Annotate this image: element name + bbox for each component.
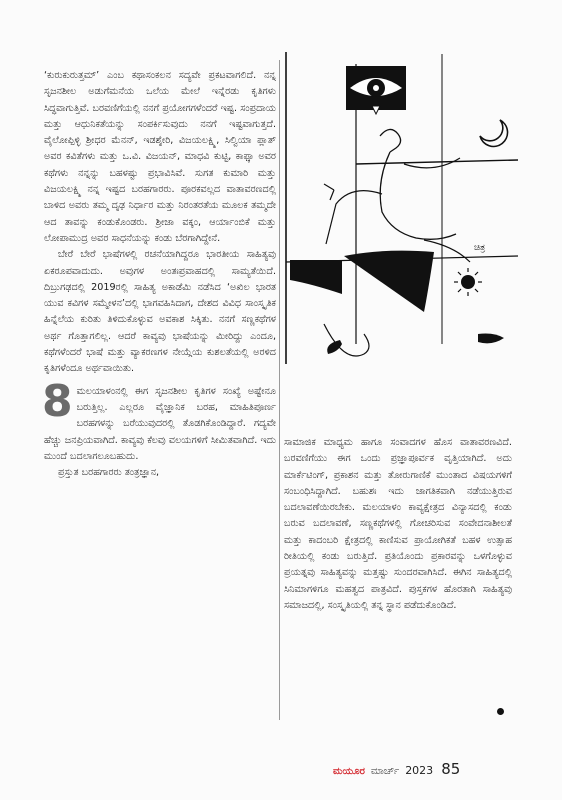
issue-month: ಮಾರ್ಚ್: [370, 766, 400, 777]
magazine-name: ಮಯೂರ: [333, 766, 365, 777]
artist-signature: ಚಿತ್ರ: [474, 243, 486, 253]
dropcap-number: 8: [42, 375, 73, 427]
end-bullet: [497, 708, 504, 715]
right-column: [284, 435, 512, 614]
page-number: 85: [441, 760, 461, 778]
column-divider: [279, 60, 280, 720]
paragraph: ಮಲಯಾಳಂನಲ್ಲಿ ಈಗ ಸೃಜನಶೀಲ ಕೃತಿಗಳ ಸಂಖ್ಯೆ ಅಷ್ಟೇನೂ ಬರುತ್ತಿಲ್ಲ. ಎಲ್ಲರೂ ವೈಜ್ಞಾನಿಕ ಬರಹ, ಮಾಹಿತಿಪೂರ್ಣ ಬರಹಗಳನ್ನು ಬರೆಯುವುದರಲ್ಲಿ ತೊಡಗಿಕೊಂಡಿದ್ದಾರೆ. ಗದ್ಯವೇ ಹೆಚ್ಚು ಜನಪ್ರಿಯವಾಗಿದೆ. ಕಾವ್ಯವು ಕೆಲವು ವಲಯಗಳಿಗೆ ಸೀಮಿತವಾಗಿದೆ. ಇದು ಮುಂದೆ ಬದಲಾಗಲೂಬಹುದು.: [44, 385, 276, 462]
line-art-illustration: [284, 44, 520, 374]
dropcap-paragraph: [42, 375, 276, 465]
paragraph: ಸಾಮಾಜಿಕ ಮಾಧ್ಯಮ ಹಾಗೂ ಸಂವಾದಗಳ ಹೊಸ ವಾತಾವರಣವಿದೆ. ಬರವಣಿಗೆಯು ಈಗ ಒಂದು ಪ್ರಜ್ಞಾಪೂರ್ವಕ ವೃತ್ತಿಯಾಗಿದೆ. ಅದು ಮಾರ್ಕೆಟಿಂಗ್, ಪ್ರಕಾಶನ ಮತ್ತು ತೋರುಗಾಣಿಕೆ ಮುಂತಾದ ವಿಷಯಗಳಿಗೆ ಸಂಬಂಧಿಸಿದ್ದಾಗಿದೆ. ಬಹುಶಃ ಇದು ಜಾಗತಿಕವಾಗಿ ನಡೆಯುತ್ತಿರುವ ಬದಲಾವಣೆಯಿರಬೇಕು. ಮಲಯಾಳಂ ಕಾವ್ಯಕ್ಷೇತ್ರದ ವಿನ್ಯಾಸದಲ್ಲಿ ಕಂಡು ಬರುವ ಬದಲಾವಣೆ, ಸಣ್ಣಕಥೆಗಳಲ್ಲಿ ಗೋಚರಿಸುವ ಸಂವೇದನಾಶೀಲತೆ ಮತ್ತು ಕಾದಂಬರಿ ಕ್ಷೇತ್ರದಲ್ಲಿ ಕಾಣಿಸುವ ಪ್ರಾಯೋಗಿಕತೆ ಬಹಳ ಉತ್ಸಾಹ ರೀತಿಯಲ್ಲಿ ಕಂಡು ಬರುತ್ತಿದೆ. ಪ್ರತಿಯೊಂದು ಪ್ರಕಾರವನ್ನು ಒಳಗೊಳ್ಳುವ ಪ್ರಯತ್ನವು ಸಾಹಿತ್ಯವನ್ನು ಮತ್ತಷ್ಟು ಸುಂದರವಾಗಿಸಿದೆ. ಈಗಿನ ಸಾಹಿತ್ಯದಲ್ಲಿ ಸಿನಿಮಾಗಳಿಗೂ ಮಹತ್ವದ ಪಾತ್ರವಿದೆ. ಪುಸ್ತಕಗಳ ಹೊರತಾಗಿ ಸಾಹಿತ್ಯವು ಸಮಾಜದಲ್ಲಿ, ಸಂಸ್ಕೃತಿಯಲ್ಲಿ ತನ್ನ ಸ್ಥಾನ ಪಡೆದುಕೊಂಡಿದೆ.: [284, 437, 512, 611]
page-footer: [333, 760, 460, 778]
issue-year: 2023: [405, 764, 434, 777]
paragraph: ‘ಕುರುಕುರುತ್ತಮ್’ ಎಂಬ ಕಥಾಸಂಕಲನ ಸದ್ಯವೇ ಪ್ರಕಟವಾಗಲಿದೆ. ನನ್ನ ಸೃಜನಶೀಲ ಅಡುಗೆಮನೆಯ ಒಲೆಯ ಮೇಲೆ ಇನ್ನೆರಡು ಕೃತಿಗಳು ಸಿದ್ಧವಾಗುತ್ತಿವೆ. ಬರವಣಿಗೆಯಲ್ಲಿ ನನಗೆ ಪ್ರಯೋಗಗಳೆಂದರೆ ಇಷ್ಟ. ಸಂಪ್ರದಾಯ ಮತ್ತು ಆಧುನಿಕತೆಯನ್ನು ಸಂಪರ್ಕಿಸುವುದು ನನಗೆ ಇಷ್ಟವಾಗುತ್ತದೆ. ವೈಲೋಪ್ಪಿಳ್ಳಿ ಶ್ರೀಧರ ಮೆನನ್, ಇಡಶ್ಶೇರಿ, ವಿಜಯಲಕ್ಷ್ಮಿ, ಸಿಲ್ವಿಯಾ ಪ್ಲಾತ್ ಅವರ ಕವಿತೆಗಳು ಮತ್ತು ಒ.ವಿ. ವಿಜಯನ್, ಮಾಧವಿ ಕುಟ್ಟಿ, ಕಾಫ್ಕಾ ಅವರ ಕಥೆಗಳು ನನ್ನನ್ನು ಬಹಳಷ್ಟು ಪ್ರಭಾವಿಸಿವೆ. ಸುಗತ ಕುಮಾರಿ ಮತ್ತು ವಿಜಯಲಕ್ಷ್ಮಿ ನನ್ನ ಇಷ್ಟದ ಬರಹಗಾರರು. ಪೂರಕವಲ್ಲದ ವಾತಾವರಣದಲ್ಲಿ ಬಾಳಿದ ಅವರು ತಮ್ಮ ದೃಢ ನಿರ್ಧಾರ ಮತ್ತು ನಿರಂತರತೆಯ ಮೂಲಕ ತಮ್ಮದೇ ಆದ ತಾವನ್ನು ಕಂಡುಕೊಂಡರು. ಶ್ರೀಜಾ ವಕ್ಕಂ, ಆರ್ಯಾಂಬಿಕೆ ಮತ್ತು ಲೋಪಾಮುದ್ರ ಅವರ ಸಾಧನೆಯನ್ನು ಕಂಡು ಬೆರಗಾಗಿದ್ದೇನೆ.: [44, 70, 276, 244]
paragraph: ಬೇರೆ ಬೇರೆ ಭಾಷೆಗಳಲ್ಲಿ ರಚನೆಯಾಗಿದ್ದರೂ ಭಾರತೀಯ ಸಾಹಿತ್ಯವು ಏಕರೂಪವಾದುದು. ಅವುಗಳ ಅಂತಃಪ್ರವಾಹದಲ್ಲಿ ಸಾಮ್ಯತೆಯಿದೆ. ದಿಬ್ರುಗಢದಲ್ಲಿ 2019ರಲ್ಲಿ ಸಾಹಿತ್ಯ ಅಕಾಡೆಮಿ ನಡೆಸಿದ ‘ಅಖಿಲ ಭಾರತ ಯುವ ಕವಿಗಳ ಸಮ್ಮೇಳನ’ದಲ್ಲಿ ಭಾಗವಹಿಸಿದಾಗ, ದೇಶದ ವಿವಿಧ ಸಾಂಸ್ಕೃತಿಕ ಹಿನ್ನೆಲೆಯ ಕುರಿತು ತಿಳಿದುಕೊಳ್ಳುವ ಅವಕಾಶ ಸಿಕ್ಕಿತು. ನನಗೆ ಸಣ್ಣಕಥೆಗಳ ಅರ್ಥ ಗೊತ್ತಾಗಲಿಲ್ಲ. ಆದರೆ ಕಾವ್ಯವು ಭಾಷೆಯನ್ನು ಮೀರಿದ್ದು ಎಂದೂ, ಕಥೆಗಳೆಂದರೆ ಭಾಷೆ ಮತ್ತು ವ್ಯಾಕರಣಗಳ ನೇಯ್ಗೆಯ ಕುಶಲತೆಯಲ್ಲಿ ಅರಳಿದ ಕೃತಿಗಳೆಂದೂ ಅರ್ಥವಾಯಿತು.: [44, 249, 276, 375]
left-column: [44, 68, 276, 481]
paragraph: ಪ್ರಸ್ತುತ ಬರಹಗಾರರು ತಂತ್ರಜ್ಞಾನ,: [58, 467, 160, 479]
